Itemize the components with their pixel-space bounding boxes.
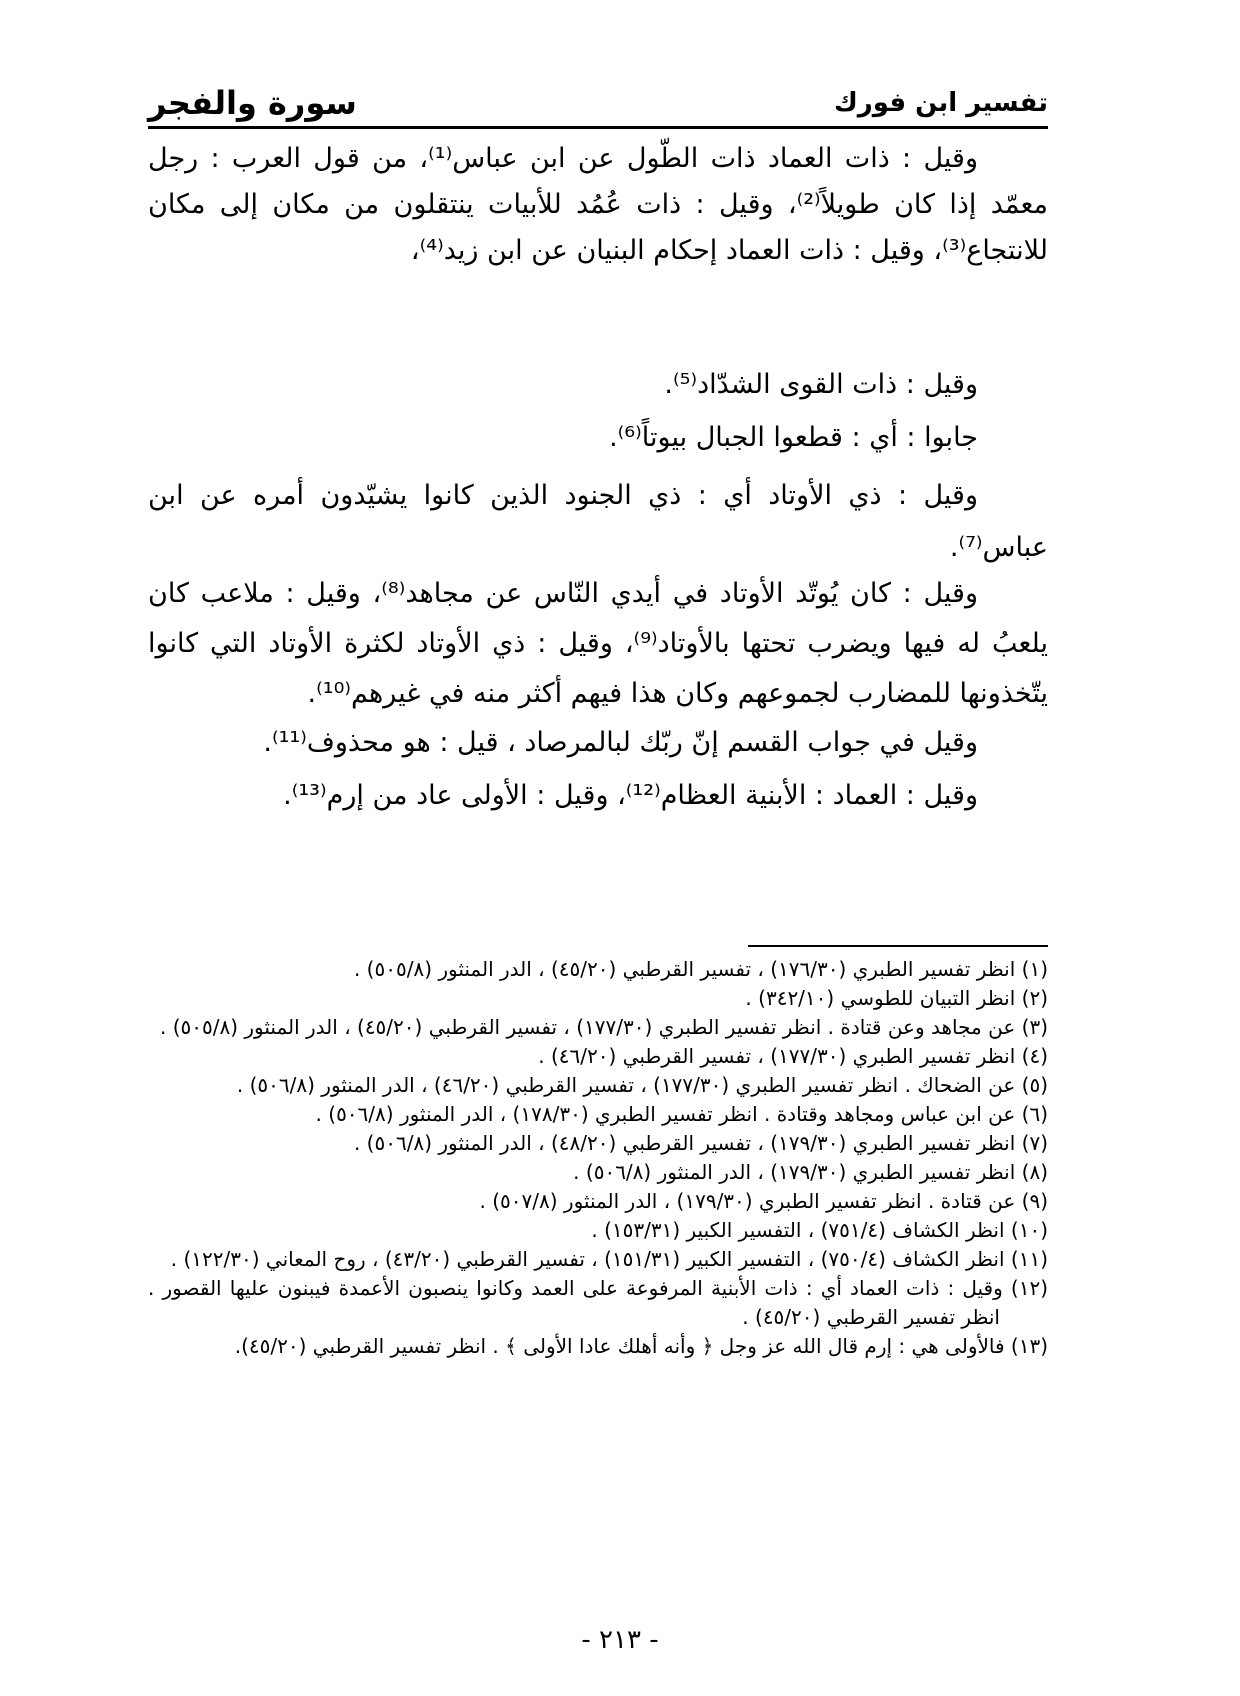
footnote-12: (١٢) وقيل : ذات العماد أي : ذات الأبنية المرفوعة على العمد وكانوا ينصبون الأعمدة فيبنون عليها القصور . انظر تفسير القرطبي (٤٥/٢٠) . [148, 1276, 1048, 1329]
footnote-5: (٥) عن الضحاك . انظر تفسير الطبري (١٧٧/٣٠) ، تفسير القرطبي (٤٦/٢٠) ، الدر المنثور (٥٠٦/٨) . [236, 1073, 1048, 1097]
body-paragraph-3: جابوا : أي : قطعوا الجبال بيوتاً⁽⁶⁾. [609, 422, 978, 453]
page-header [148, 82, 1048, 126]
body-paragraph-7: وقيل : العماد : الأبنية العظام⁽¹²⁾، وقيل : الأولى عاد من إرم⁽¹³⁾. [283, 780, 978, 811]
footnote-8: (٨) انظر تفسير الطبري (١٧٩/٣٠) ، الدر المنثور (٥٠٦/٨) . [573, 1160, 1048, 1184]
book-title: تفسير ابن فورك [833, 88, 1048, 118]
chapter-title: سورة والفجر [148, 84, 357, 122]
footnote-13: (١٣) فالأولى هي : إرم قال الله عز وجل ﴿ وأنه أهلك عادا الأولى ﴾ . انظر تفسير القرطبي (٤٥/٢٠). [234, 1334, 1048, 1358]
body-paragraph-2: وقيل : ذات القوى الشدّاد⁽⁵⁾. [664, 369, 978, 400]
body-paragraph-6: وقيل في جواب القسم إنّ ربّك لبالمرصاد ، قيل : هو محذوف⁽¹¹⁾. [263, 727, 978, 758]
footnote-3: (٣) عن مجاهد وعن قتادة . انظر تفسير الطبري (١٧٧/٣٠) ، تفسير القرطبي (٤٥/٢٠) ، الدر المنثور (٥٠٥/٨) . [159, 1015, 1048, 1039]
body-paragraph-1: وقيل : ذات العماد ذات الطّول عن ابن عباس⁽¹⁾، من قول العرب : رجل معمّد إذا كان طويلاً⁽²⁾، وقيل : ذات عُمُد للأبيات ينتقلون من مكان إلى مكان للانتجاع⁽³⁾، وقيل : ذات العماد إحكام البنيان عن ابن زيد⁽⁴⁾، [148, 143, 1048, 266]
footnote-2: (٢) انظر التبيان للطوسي (٣٤٢/١٠) . [745, 986, 1048, 1010]
footnote-7: (٧) انظر تفسير الطبري (١٧٩/٣٠) ، تفسير القرطبي (٤٨/٢٠) ، الدر المنثور (٥٠٦/٨) . [353, 1131, 1048, 1155]
header-divider [148, 126, 1048, 129]
page-number: - ٢١٣ - [581, 1625, 659, 1655]
footnote-6: (٦) عن ابن عباس ومجاهد وقتادة . انظر تفسير الطبري (١٧٨/٣٠) ، الدر المنثور (٥٠٦/٨) . [315, 1102, 1048, 1126]
footnote-11: (١١) انظر الكشاف (٧٥٠/٤) ، التفسير الكبير (١٥١/٣١) ، تفسير القرطبي (٤٣/٢٠) ، روح المعاني (١٢٢/٣٠) . [170, 1247, 1048, 1271]
footnote-1: (١) انظر تفسير الطبري (١٧٦/٣٠) ، تفسير القرطبي (٤٥/٢٠) ، الدر المنثور (٥٠٥/٨) . [353, 957, 1048, 981]
footnote-10: (١٠) انظر الكشاف (٧٥١/٤) ، التفسير الكبير (١٥٣/٣١) . [591, 1218, 1048, 1242]
footnotes [148, 955, 1048, 1361]
body-paragraph-5: وقيل : كان يُوتّد الأوتاد في أيدي النّاس عن مجاهد⁽⁸⁾، وقيل : ملاعب كان يلعبُ له فيها ويضرب تحتها بالأوتاد⁽⁹⁾، وقيل : ذي الأوتاد لكثرة الأوتاد التي كانوا يتّخذونها للمضارب لجموعهم وكان هذا فيهم أكثر منه في غيرهم⁽¹⁰⁾. [148, 578, 1049, 709]
footnote-divider [748, 945, 1048, 947]
footnote-4: (٤) انظر تفسير الطبري (١٧٧/٣٠) ، تفسير القرطبي (٤٦/٢٠) . [538, 1044, 1048, 1068]
footnote-9: (٩) عن قتادة . انظر تفسير الطبري (١٧٩/٣٠) ، الدر المنثور (٥٠٧/٨) . [479, 1189, 1048, 1213]
body-paragraph-4: وقيل : ذي الأوتاد أي : ذي الجنود الذين كانوا يشيّدون أمره عن ابن عباس⁽⁷⁾. [148, 480, 1048, 563]
